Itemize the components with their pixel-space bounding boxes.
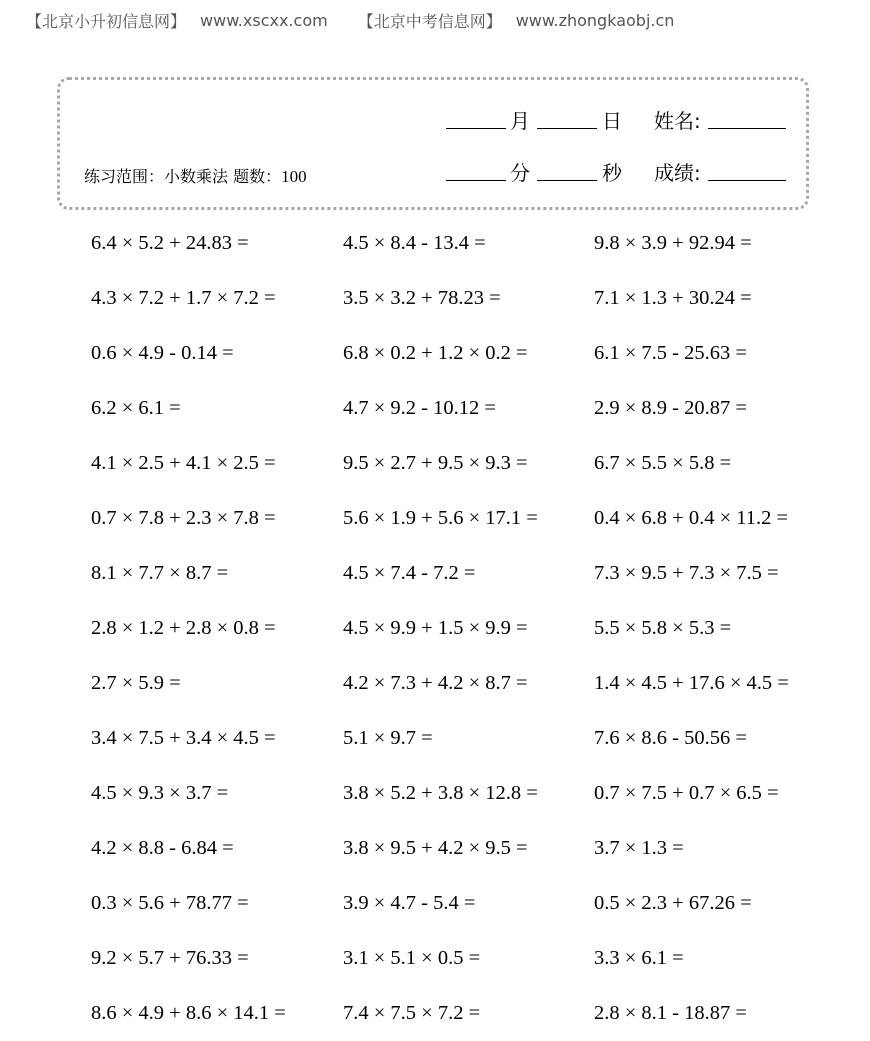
problem-item: 7.6 × 8.6 - 50.56 = <box>594 727 747 749</box>
score-label: 成绩: <box>654 161 701 185</box>
problem-item: 3.5 × 3.2 + 78.23 = <box>343 287 501 309</box>
problem-item: 3.3 × 6.1 = <box>594 947 684 969</box>
problem-item: 2.9 × 8.9 - 20.87 = <box>594 397 747 419</box>
problem-item: 7.3 × 9.5 + 7.3 × 7.5 = <box>594 562 779 584</box>
problem-item: 0.5 × 2.3 + 67.26 = <box>594 892 752 914</box>
problem-item: 0.6 × 4.9 - 0.14 = <box>91 342 234 364</box>
score-blank[interactable] <box>708 180 786 181</box>
site2-name: 【北京中考信息网】 <box>357 11 502 31</box>
day-label: 日 <box>602 109 622 133</box>
problem-item: 3.8 × 9.5 + 4.2 × 9.5 = <box>343 837 528 859</box>
problem-item: 8.6 × 4.9 + 8.6 × 14.1 = <box>91 1002 286 1024</box>
minute-blank[interactable] <box>446 180 506 181</box>
problem-item: 4.2 × 7.3 + 4.2 × 8.7 = <box>343 672 528 694</box>
second-label: 秒 <box>602 161 622 185</box>
site-header <box>26 8 674 32</box>
problem-item: 5.5 × 5.8 × 5.3 = <box>594 617 732 639</box>
problem-item: 9.5 × 2.7 + 9.5 × 9.3 = <box>343 452 528 474</box>
problem-item: 9.2 × 5.7 + 76.33 = <box>91 947 249 969</box>
problem-item: 6.8 × 0.2 + 1.2 × 0.2 = <box>343 342 528 364</box>
problem-item: 1.4 × 4.5 + 17.6 × 4.5 = <box>594 672 789 694</box>
second-blank[interactable] <box>537 180 597 181</box>
problem-item: 3.9 × 4.7 - 5.4 = <box>343 892 476 914</box>
problem-item: 4.2 × 8.8 - 6.84 = <box>91 837 234 859</box>
problem-item: 8.1 × 7.7 × 8.7 = <box>91 562 229 584</box>
site1-url[interactable]: www.xscxx.com <box>200 10 328 30</box>
problem-item: 6.2 × 6.1 = <box>91 397 181 419</box>
site1-name: 【北京小升初信息网】 <box>26 11 187 31</box>
day-blank[interactable] <box>537 128 597 129</box>
practice-scope <box>84 164 307 187</box>
name-label: 姓名: <box>654 109 701 133</box>
problem-item: 4.1 × 2.5 + 4.1 × 2.5 = <box>91 452 276 474</box>
problem-item: 3.7 × 1.3 = <box>594 837 684 859</box>
problem-item: 7.4 × 7.5 × 7.2 = <box>343 1002 481 1024</box>
problem-item: 3.8 × 5.2 + 3.8 × 12.8 = <box>343 782 538 804</box>
problem-item: 0.3 × 5.6 + 78.77 = <box>91 892 249 914</box>
problem-item: 4.7 × 9.2 - 10.12 = <box>343 397 496 419</box>
problem-item: 7.1 × 1.3 + 30.24 = <box>594 287 752 309</box>
problem-item: 9.8 × 3.9 + 92.94 = <box>594 232 752 254</box>
problem-item: 2.8 × 1.2 + 2.8 × 0.8 = <box>91 617 276 639</box>
problem-item: 3.4 × 7.5 + 3.4 × 4.5 = <box>91 727 276 749</box>
problem-item: 4.3 × 7.2 + 1.7 × 7.2 = <box>91 287 276 309</box>
problem-item: 5.6 × 1.9 + 5.6 × 17.1 = <box>343 507 538 529</box>
problem-item: 6.4 × 5.2 + 24.83 = <box>91 232 249 254</box>
problem-item: 4.5 × 9.3 × 3.7 = <box>91 782 229 804</box>
problem-item: 4.5 × 8.4 - 13.4 = <box>343 232 486 254</box>
problem-item: 3.1 × 5.1 × 0.5 = <box>343 947 481 969</box>
problem-item: 6.1 × 7.5 - 25.63 = <box>594 342 747 364</box>
problem-item: 2.8 × 8.1 - 18.87 = <box>594 1002 747 1024</box>
problem-item: 0.7 × 7.5 + 0.7 × 6.5 = <box>594 782 779 804</box>
info-box <box>57 77 809 210</box>
problem-item: 6.7 × 5.5 × 5.8 = <box>594 452 732 474</box>
problem-item: 4.5 × 7.4 - 7.2 = <box>343 562 476 584</box>
month-blank[interactable] <box>446 128 506 129</box>
name-blank[interactable] <box>708 128 786 129</box>
problem-item: 5.1 × 9.7 = <box>343 727 433 749</box>
problem-item: 4.5 × 9.9 + 1.5 × 9.9 = <box>343 617 528 639</box>
scope-count: 100 <box>281 167 307 186</box>
scope-label: 练习范围：小数乘法 题数： <box>84 167 282 186</box>
minute-label: 分 <box>510 161 530 185</box>
month-label: 月 <box>510 109 530 133</box>
problem-item: 0.7 × 7.8 + 2.3 × 7.8 = <box>91 507 276 529</box>
problem-item: 0.4 × 6.8 + 0.4 × 11.2 = <box>594 507 789 529</box>
site2-url[interactable]: www.zhongkaobj.cn <box>515 10 675 30</box>
problem-item: 2.7 × 5.9 = <box>91 672 181 694</box>
